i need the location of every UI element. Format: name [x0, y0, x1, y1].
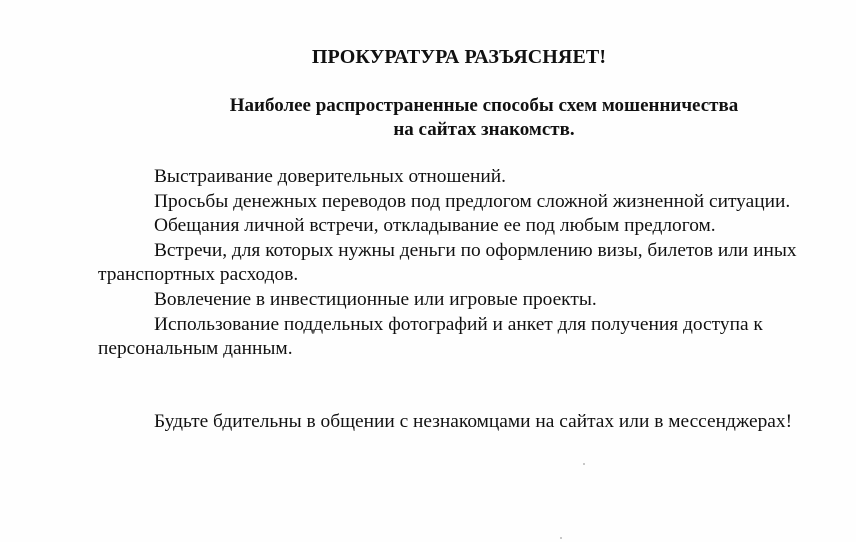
subtitle-line-2: на сайтах знакомств. — [393, 119, 575, 140]
paragraph-investment-projects: Вовлечение в инвестиционные или игровые проекты. — [154, 288, 597, 310]
paragraph-visa-tickets: Встречи, для которых нужны деньги по оформлению визы, билетов или иных транспортных расходов. — [98, 239, 797, 286]
subtitle-line-1: Наиболее распространенные способы схем мошенничества — [229, 95, 739, 116]
paragraph-trust: Выстраивание доверительных отношений. — [154, 166, 507, 187]
document-title: ПРОКУРАТУРА РАЗЪЯСНЯЕТ! — [311, 46, 607, 68]
scan-speck — [583, 463, 585, 465]
closing-paragraph: Будьте бдительны в общении с незнакомцами на сайтах или в мессенджерах! — [154, 411, 793, 432]
scan-speck — [560, 537, 562, 539]
closing-warning — [98, 410, 820, 435]
fraud-methods-list — [98, 165, 820, 362]
paragraph-fake-photos: Использование поддельных фотографий и анкет для получения доступа к персональным данным. — [98, 313, 763, 360]
paragraph-meeting-promises: Обещания личной встречи, откладывание ее под любым предлогом. — [154, 215, 716, 237]
paragraph-money-transfers: Просьбы денежных переводов под предлогом сложной жизненной ситуации. — [154, 190, 791, 212]
document-subtitle — [0, 94, 856, 142]
